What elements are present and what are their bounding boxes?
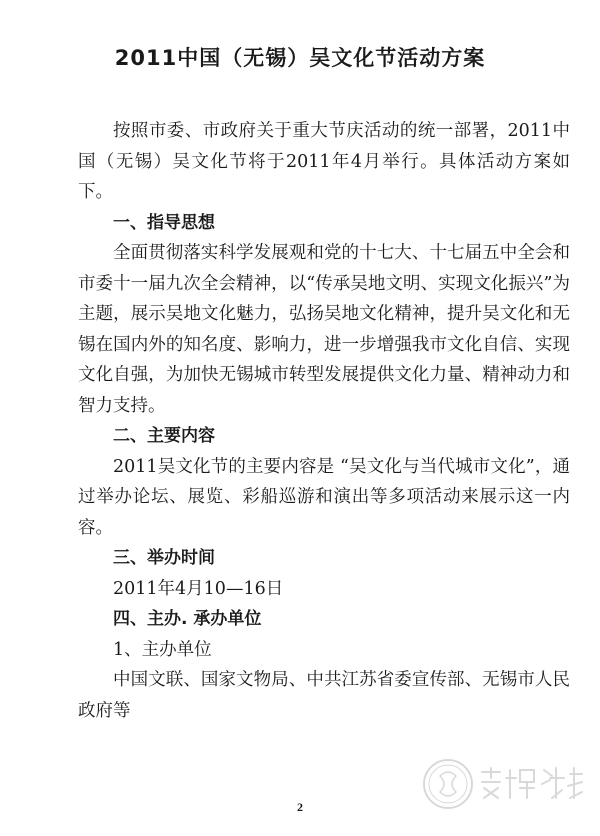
section-paragraph-main-content: 2011吴文化节的主要内容是 “吴文化与当代城市文化”，通过举办论坛、展览、彩船巡游和演出等多项活动来展示这一内容。: [78, 456, 570, 538]
document-title: 2011中国（无锡）吴文化节活动方案: [114, 46, 486, 70]
section-heading-main-content: 二、主要内容: [113, 426, 215, 446]
page-number: 2: [297, 800, 303, 814]
section-paragraph-organizers: 中国文联、国家文物局、中共江苏省委宣传部、无锡市人民政府等: [78, 670, 570, 721]
section-heading-organizers: 四、主办. 承办单位: [113, 609, 262, 629]
document-body: [78, 116, 570, 726]
intro-paragraph: 按照市委、市政府关于重大节庆活动的统一部署，2011中国（无锡）吴文化节将于2011年4月举行。具体活动方案如下。: [78, 121, 570, 202]
section-heading-schedule: 三、举办时间: [113, 548, 215, 568]
section-paragraph-schedule: 2011年4月10—16日: [113, 578, 284, 599]
section-subheading-host: 1、主办单位: [113, 639, 212, 660]
section-heading-guiding-ideology: 一、指导思想: [113, 212, 215, 233]
section-paragraph-guiding-ideology: 全面贯彻落实科学发展观和党的十七大、十七届五中全会和市委十一届九次全会精神，以“传承吴地文明、实现文化振兴”为主题，展示吴地文化魅力，弘扬吴地文化精神，提升吴文化和无锡在国内外的知名度、影响力，进一步增强我市文化自信、实现文化自强，为加快无锡城市转型发展提供文化力量、精神动力和智力支持。: [78, 243, 570, 416]
